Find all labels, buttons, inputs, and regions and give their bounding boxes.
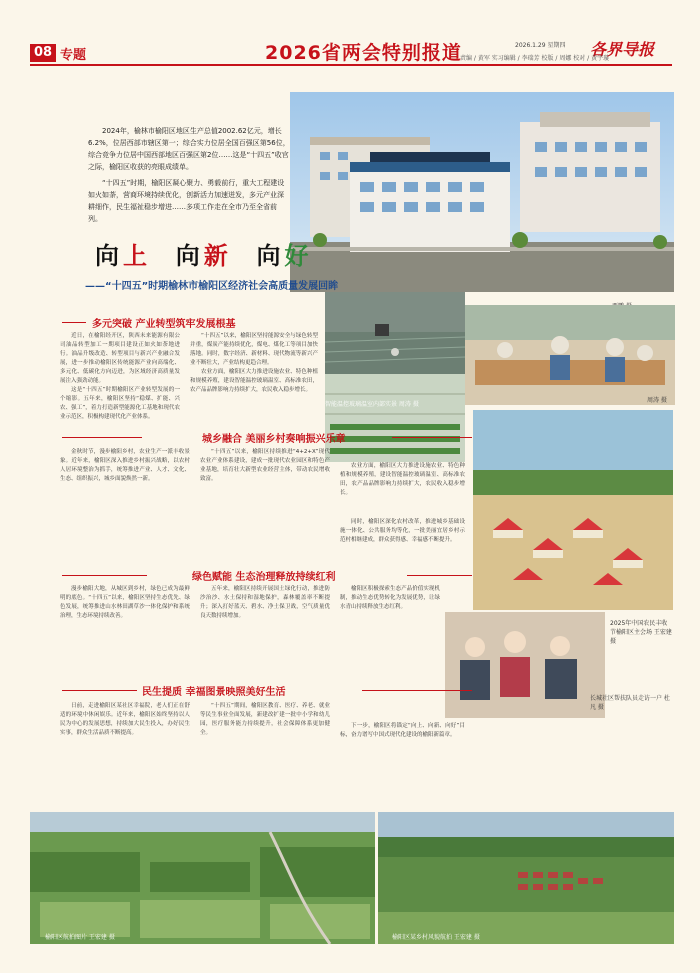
body-paragraph: 农业方面，榆阳区大力推进设施农业、特色种植和规模养殖，建设智能温控玻璃温室、高标准农田，农产品品牌影响力持续扩大，农民收入稳步增长。 xyxy=(190,369,318,393)
body-column xyxy=(340,722,465,812)
body-paragraph: 五年来，榆阳区持续开展国土绿化行动，推进防沙治沙、水土保持和湿地保护，森林覆盖率不断提升；深入打好蓝天、碧水、净土保卫战，空气质量优良天数持续增加。 xyxy=(200,586,330,619)
photo-farm-field xyxy=(325,292,465,374)
greenhouse-illustration xyxy=(325,374,465,462)
banner-title: 2026省两会特别报道 xyxy=(265,42,462,64)
title-word: 好 xyxy=(284,242,313,270)
photo-caption: 长城社区帮扶队员走访一户 杜凡 摄 xyxy=(590,695,670,711)
body-paragraph: 漫步榆阳大地，从城区到乡村，绿色已成为最鲜明的底色。“十四五”以来，榆阳区坚持生态优先、绿色发展，统筹推进山水林田湖草沙一体化保护和系统治理，生态环境持续改善。 xyxy=(60,586,190,619)
body-column xyxy=(340,462,465,512)
body-paragraph: 农业方面，榆阳区大力推进设施农业、特色种植和规模养殖，建设智能温控玻璃温室、高标准农田，农产品品牌影响力持续扩大，农民收入稳步增长。 xyxy=(340,463,465,496)
section-header-2 xyxy=(62,430,472,444)
subtitle: ——“十四五”时期榆林市榆阳区经济社会高质量发展回眸 xyxy=(85,281,339,292)
body-column xyxy=(60,702,190,812)
section-rule xyxy=(362,690,472,691)
aerial-village-illustration xyxy=(378,812,674,944)
section-header-4 xyxy=(62,683,472,697)
body-paragraph: 近日，在榆阳经开区，陕西未来能源有限公司油品转型加工一期项目建设正如火如荼地进行。油品升级改造、转型项目与新兴产业融合发展，进一步推动榆阳区传统能源产业向高端化、多元化、低碳化方向迈进，为区域经济高质量发展注入强劲动能。 xyxy=(60,333,180,384)
body-column xyxy=(340,585,440,680)
body-column xyxy=(200,448,330,548)
photo-caption: 智能温控玻璃温室内部实景 周涛 摄 xyxy=(325,401,419,408)
farm-field-illustration xyxy=(325,292,465,374)
photo-caption: 周涛 摄 xyxy=(647,397,667,404)
section-rule xyxy=(62,575,147,576)
photo-caption: 榆阳区航拍图片 王宏建 摄 xyxy=(45,934,115,941)
hero-photo-buildings xyxy=(290,92,674,292)
section-title: 民生提质 幸福图景映照美好生活 xyxy=(142,687,286,698)
community-illustration xyxy=(445,612,605,718)
festival-illustration xyxy=(473,410,673,610)
photo-harvest-festival xyxy=(473,410,673,610)
section-rule xyxy=(62,322,86,323)
section-rule xyxy=(62,690,137,691)
intro-paragraph: “十四五”时期，榆阳区凝心聚力、勇毅前行，重大工程建设如火如荼，营商环境持续优化，创新活力加速迸发，多元产业深耕细作，民生福祉稳步增进……多项工作走在全市乃至全省前列。 xyxy=(88,179,285,223)
body-paragraph: 日前，走进榆阳区某社区幸福院，老人们正在舒适的环境中休闲娱乐。近年来，榆阳区始终坚持以人民为中心的发展思想，持续加大民生投入，办好民生实事，群众生活品质不断提高。 xyxy=(60,703,190,736)
section-title: 多元突破 产业转型筑牢发展根基 xyxy=(92,319,236,330)
title-word: 向 xyxy=(256,242,285,270)
issue-date: 2026.1.29 星期四 xyxy=(515,42,566,49)
photo-market-people xyxy=(465,305,675,405)
editor-credits: 责编 / 黄军 实习编辑 / 李瑞芳 校版 / 周娜 校对 / 黄宇璇 xyxy=(460,55,610,62)
body-column xyxy=(200,702,330,812)
section-title: 绿色赋能 生态治理释放持续红利 xyxy=(192,572,336,583)
body-paragraph: 这是“十四五”时期榆阳区产业转型发展的一个缩影。五年来，榆阳区坚持“稳煤、扩能、兴农、强工”，着力打造新型能源化工基地和现代农业示范区，积极构建现代化产业体系。 xyxy=(60,387,180,420)
section-title: 城乡融合 美丽乡村奏响振兴乐章 xyxy=(202,434,346,445)
body-paragraph: “十四五”期间，榆阳区教育、医疗、养老、就业等民生事业全面发展，新建改扩建一批中小学和幼儿园，医疗服务能力持续提升，社会保障体系更加健全。 xyxy=(200,703,330,736)
title-word: 向 xyxy=(175,242,204,270)
photo-aerial-fields xyxy=(30,812,375,944)
aerial-fields-illustration xyxy=(30,812,375,944)
section-rule xyxy=(392,437,472,438)
title-word: 向 xyxy=(95,242,123,270)
header-divider xyxy=(30,64,672,66)
body-column xyxy=(60,585,190,680)
photo-caption: 榆阳区某乡村风貌航拍 王宏建 摄 xyxy=(392,934,480,941)
title-word: 上 xyxy=(123,242,151,270)
section-label: 专题 xyxy=(60,48,87,63)
main-title xyxy=(95,236,312,271)
photo-greenhouse xyxy=(325,374,465,462)
photo-community-visit xyxy=(445,612,605,718)
section-header-3 xyxy=(62,568,472,582)
title-word: 新 xyxy=(203,242,232,270)
body-paragraph: 榆阳区积极探索生态产品价值实现机制，推动生态优势转化为发展优势，让绿水青山持续释放生态红利。 xyxy=(340,586,440,610)
photo-caption: 2025年中国农民丰收节榆阳区主会场 王宏建 摄 xyxy=(610,620,672,645)
page-number-badge: 08 xyxy=(30,44,56,62)
body-column xyxy=(60,332,180,422)
body-paragraph: 金秋时节，漫步榆阳乡村，农业生产一派丰收景象。近年来，榆阳区深入推进乡村振兴战略，以农村人居环境整治为抓手，统筹推进产业、人才、文化、生态、组织振兴，城乡面貌焕然一新。 xyxy=(60,449,190,482)
body-paragraph: “十四五”以来，榆阳区坚持能源安全与绿色转型并重，煤炭产能持续优化，煤电、煤化工等项目加快落地。同时，数字经济、新材料、现代物流等新兴产业不断壮大，产业结构更趋合理。 xyxy=(190,333,318,366)
section-header-1 xyxy=(62,315,324,329)
body-column xyxy=(60,448,190,548)
body-paragraph: 下一步，榆阳区将锚定“向上、向新、向好”目标，奋力谱写中国式现代化建设的榆阳新篇章。 xyxy=(340,723,465,738)
section-rule xyxy=(407,575,472,576)
body-paragraph: “十四五”以来，榆阳区持续推进“4+2+X”现代农业产业体系建设，建成一批现代农业园区和特色产业基地，培育壮大新型农业经营主体，带动农民增收致富。 xyxy=(200,449,330,482)
intro-text xyxy=(88,125,290,229)
photo-aerial-village xyxy=(378,812,674,944)
buildings-illustration xyxy=(290,92,674,292)
body-column xyxy=(200,585,330,680)
newspaper-name: 各界导报 xyxy=(590,40,655,59)
body-column xyxy=(190,332,318,422)
market-illustration xyxy=(465,305,675,405)
section-rule xyxy=(62,437,142,438)
body-column xyxy=(340,518,465,558)
intro-paragraph: 2024年，榆林市榆阳区地区生产总值2002.62亿元，增长6.2%，位居西部市辖区第一；综合实力位居全国百强区第56位，综合竞争力位居中国西部地区百强区第2位……这是“十四五”收官之际，榆阳区收获的亮眼成绩单。 xyxy=(88,127,290,171)
body-paragraph: 同时，榆阳区深化农村改革，推进城乡基础设施一体化、公共服务均等化，一批美丽宜居乡村示范村相继建成，群众获得感、幸福感不断提升。 xyxy=(340,519,465,543)
